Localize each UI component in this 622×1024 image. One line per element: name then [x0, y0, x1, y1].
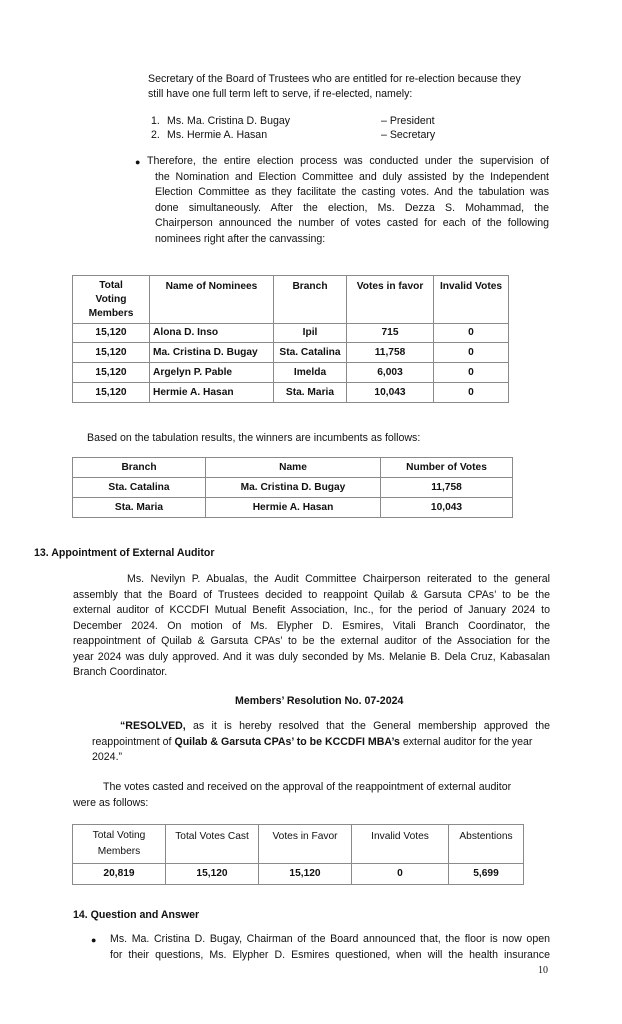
cell-invalid: 0 [434, 324, 509, 343]
table-row [73, 498, 513, 518]
cell-total: 15,120 [73, 363, 150, 383]
table-row [73, 864, 524, 885]
cell-votes: 11,758 [381, 478, 513, 498]
col-invalid-votes: Invalid Votes [352, 825, 449, 864]
resolution-line-2-pre: reappointment of [92, 735, 175, 748]
header-total-voting: Total Voting [92, 830, 146, 841]
cell-invalid: 0 [434, 363, 509, 383]
resolution-line-2 [92, 735, 550, 751]
table-row [73, 478, 513, 498]
cell-invalid: 0 [434, 343, 509, 363]
col-total-voting-members [73, 825, 166, 864]
section-13-paragraph [73, 572, 550, 681]
cell-name: Argelyn P. Pable [150, 363, 274, 383]
winners-table [72, 457, 513, 518]
s14-line-2: for their questions, Ms. Elypher D. Esmires questioned, when will the health insurance [110, 948, 550, 961]
table-row [73, 343, 509, 363]
cell-branch: Sta. Catalina [274, 343, 347, 363]
col-total-votes-cast: Total Votes Cast [166, 825, 259, 864]
incumbent-1-num: 1. [151, 115, 160, 127]
cell-name: Ma. Cristina D. Bugay [206, 478, 381, 498]
s13-line-2: assembly that the Board of Trustees decided to reappoint Quilab & Garsuta CPAs’ to be the [73, 588, 550, 601]
s13-line-6: year 2024 was duly approved. And it was duly seconded by Ms. Melanie B. Dela Cruz, Kabasalan [73, 650, 550, 663]
section-13-heading: 13. Appointment of External Auditor [34, 547, 215, 559]
s13-line-7: Branch Coordinator. [73, 666, 168, 678]
table-row [73, 383, 509, 403]
cell-invalid: 0 [434, 383, 509, 403]
cell-votes: 10,043 [381, 498, 513, 518]
table-row [73, 324, 509, 343]
table-row [73, 363, 509, 383]
col-votes-in-favor: Votes in Favor [259, 825, 352, 864]
cell-total-voting: 20,819 [73, 864, 166, 885]
resolution-line-3: 2024.” [92, 751, 123, 763]
s13-line-5: reappointment of Quilab & Garsuta CPAs’ to be the external auditor of the Association for the [73, 635, 550, 647]
cell-total: 15,120 [73, 383, 150, 403]
cell-branch: Sta. Catalina [73, 478, 206, 498]
intro-line-1: Secretary of the Board of Trustees who are entitled for re-election because they [148, 73, 521, 85]
s14-line-1: Ms. Ma. Cristina D. Bugay, Chairman of the Board announced that, the floor is now open [110, 933, 550, 945]
election-line-2: the Nomination and Election Committee and duly assisted by the Independent [155, 170, 549, 183]
bullet-icon: ● [91, 935, 97, 945]
cell-name: Hermie A. Hasan [206, 498, 381, 518]
col-branch: Branch [73, 458, 206, 478]
votes-header-row [73, 825, 524, 864]
election-line-6: nominees right after the canvassing: [155, 232, 326, 245]
resolution-text [92, 719, 550, 766]
cell-invalid: 0 [352, 864, 449, 885]
incumbent-1-name: Ms. Ma. Cristina D. Bugay [167, 115, 291, 127]
winners-header-row [73, 458, 513, 478]
nominees-table [72, 275, 509, 403]
intro-line-2: still have one full term left to serve, if re-elected, namely: [148, 88, 413, 100]
resolution-line-1-rest: as it is hereby resolved that the General membership approved the [185, 720, 550, 732]
header-total-line: Total [99, 280, 123, 291]
nominees-header-row [73, 276, 509, 324]
s13-line-1: Ms. Nevilyn P. Abualas, the Audit Committee Chairperson reiterated to the general [127, 573, 550, 585]
cell-votes-favor: 15,120 [259, 864, 352, 885]
col-votes-in-favor: Votes in favor [347, 276, 434, 324]
cell-abstentions: 5,699 [449, 864, 524, 885]
col-name: Name [206, 458, 381, 478]
cell-branch: Sta. Maria [73, 498, 206, 518]
election-line-1: Therefore, the entire election process was conducted under the supervision of [147, 155, 549, 167]
cell-votes: 10,043 [347, 383, 434, 403]
s13-line-3: external auditor of KCCDFI Mutual Benefit Association, Inc., for the period of January 2024 to [73, 604, 550, 616]
votes-table [72, 824, 524, 885]
resolution-line-2-bold: Quilab & Garsuta CPAs’ to be KCCDFI MBA’s [174, 735, 400, 748]
votes-intro [73, 780, 550, 811]
election-line-4: done simultaneously. After the election, Ms. Dezza S. Mohammad, the [155, 201, 549, 214]
col-total-voting-members [73, 276, 150, 324]
election-paragraph [147, 154, 549, 247]
col-invalid-votes: Invalid Votes [434, 276, 509, 324]
election-line-5: Chairperson announced the number of votes casted for each of the following [155, 217, 549, 229]
cell-name: Hermie A. Hasan [150, 383, 274, 403]
incumbent-2-name: Ms. Hermie A. Hasan [167, 129, 268, 141]
col-name-of-nominees: Name of Nominees [150, 276, 274, 324]
cell-total: 15,120 [73, 324, 150, 343]
votes-intro-line-2: were as follows: [73, 796, 149, 809]
resolution-line-2-post: external auditor for the year [399, 735, 533, 748]
resolution-line-1 [92, 719, 550, 735]
col-branch: Branch [274, 276, 347, 324]
col-number-of-votes: Number of Votes [381, 458, 513, 478]
col-abstentions: Abstentions [449, 825, 524, 864]
incumbent-2-num: 2. [151, 129, 160, 141]
incumbent-1-role: – President [381, 115, 435, 127]
header-voting-line: Voting [95, 294, 127, 305]
resolved-keyword: “RESOLVED, [120, 720, 186, 732]
cell-branch: Sta. Maria [274, 383, 347, 403]
page-number: 10 [538, 965, 548, 976]
cell-name: Alona D. Inso [150, 324, 274, 343]
header-members: Members [97, 846, 141, 857]
election-line-3: Election Committee as they facilitate the casting votes. And the tabulation was [155, 186, 549, 198]
cell-branch: Ipil [274, 324, 347, 343]
s13-line-4: December 2024. On motion of Ms. Elypher D. Esmires, Vitali Branch Coordinator, the [73, 619, 550, 632]
cell-votes-cast: 15,120 [166, 864, 259, 885]
section-14-paragraph [110, 932, 550, 963]
incumbent-2-role: – Secretary [381, 129, 436, 141]
incumbent-2 [151, 128, 451, 144]
header-members-line: Members [88, 308, 134, 319]
winners-intro: Based on the tabulation results, the winners are incumbents as follows: [87, 432, 421, 444]
cell-votes: 11,758 [347, 343, 434, 363]
section-14-heading: 14. Question and Answer [73, 909, 200, 921]
votes-intro-line-1: The votes casted and received on the approval of the reappointment of external auditor [103, 781, 512, 793]
cell-total: 15,120 [73, 343, 150, 363]
cell-branch: Imelda [274, 363, 347, 383]
cell-votes: 715 [347, 324, 434, 343]
cell-votes: 6,003 [347, 363, 434, 383]
cell-name: Ma. Cristina D. Bugay [150, 343, 274, 363]
bullet-icon: ● [135, 157, 141, 167]
resolution-title: Members’ Resolution No. 07-2024 [235, 695, 404, 707]
